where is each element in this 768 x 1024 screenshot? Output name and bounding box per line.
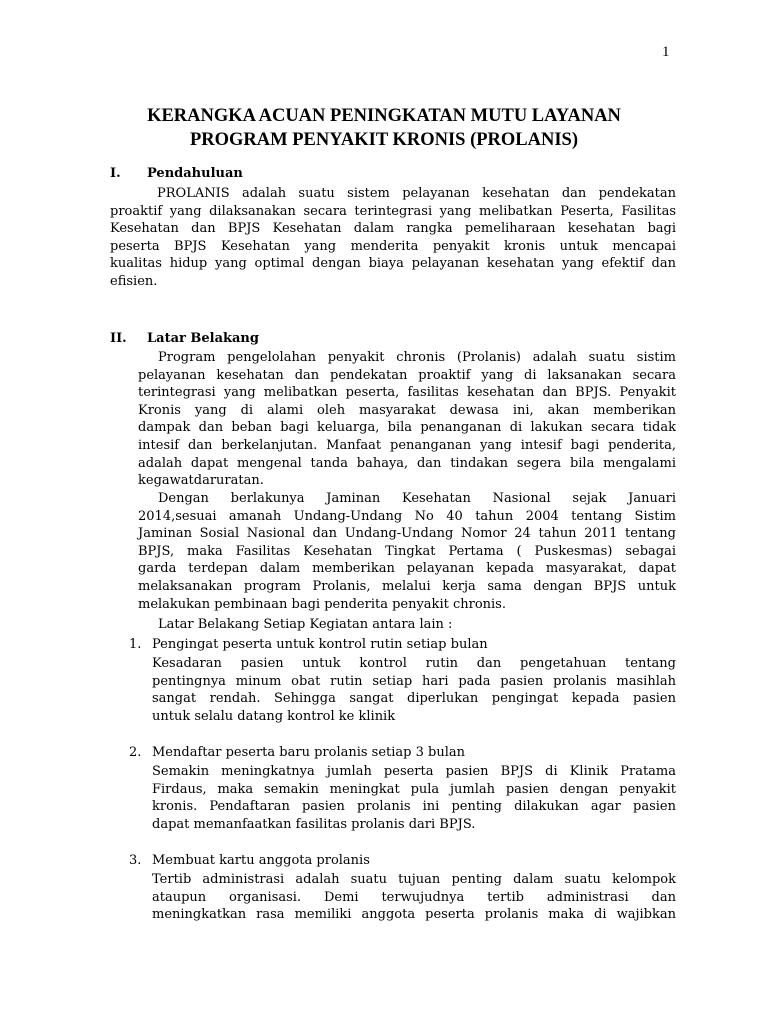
paragraph-line: pentingnya minum obat rutin setiap hari pada pasien prolanis masihlah [152, 673, 676, 689]
paragraph-line: proaktif yang dilaksanakan secara terintegrasi yang melibatkan Peserta, Fasilitas [110, 203, 676, 219]
paragraph-line: adalah dapat mengenal tanda bahaya, dan tindakan segera bila mengalami [138, 455, 676, 471]
page-number: 1 [662, 44, 670, 60]
section-heading-pendahuluan [110, 166, 243, 181]
paragraph-line: peserta BPJS Kesehatan yang menderita penyakit kronis untuk mencapai [110, 238, 676, 254]
list-item-number: 2. [129, 745, 142, 760]
paragraph-line: BPJS, maka Fasilitas Kesehatan Tingkat Pertama ( Puskesmas) sebagai [138, 543, 676, 559]
section-number: II. [110, 331, 127, 346]
title-line-2: PROGRAM PENYAKIT KRONIS (PROLANIS) [189, 130, 579, 150]
paragraph-line: melaksanakan program Prolanis, melalui kerja sama dengan BPJS untuk [138, 578, 676, 594]
list-item-title: Membuat kartu anggota prolanis [152, 853, 370, 868]
paragraph-line: Program pengelolahan penyakit chronis (Prolanis) adalah suatu sistim [158, 350, 676, 365]
latar-belakang-paragraph-1 [138, 349, 676, 490]
list-item-title: Pengingat peserta untuk kontrol rutin setiap bulan [152, 637, 488, 652]
section-number: I. [110, 166, 121, 181]
list-item-body [152, 655, 676, 725]
list-item-body [152, 763, 676, 833]
paragraph-line: Kronis yang di alami oleh masyarakat dewasa ini, akan memberikan [138, 402, 676, 418]
paragraph-line: garda terdepan dalam memberikan pelayanan kepada masyarakat, dapat [138, 561, 676, 577]
paragraph-line: ataupun organisasi. Demi terwujudnya tertib administrasi dan [152, 889, 676, 905]
section-heading-latar-belakang [110, 331, 259, 346]
paragraph-line: Latar Belakang Setiap Kegiatan antara lain : [158, 617, 453, 632]
paragraph-line: kronis. Pendaftaran pasien prolanis ini penting dilakukan agar pasien [152, 799, 676, 815]
paragraph-line: dampak dan beban bagi keluarga, bila penanganan di lakukan secara tidak [138, 420, 676, 436]
paragraph-line: PROLANIS adalah suatu sistem pelayanan kesehatan dan pendekatan [157, 186, 676, 201]
list-item-number: 1. [129, 637, 142, 652]
document-title [0, 104, 768, 152]
paragraph-line: Kesehatan dan BPJS Kesehatan dalam rangka pemeliharaan kesehatan bagi [110, 221, 676, 237]
paragraph-line: efisien. [110, 273, 158, 289]
paragraph-line: dapat memanfaatkan fasilitas prolanis dari BPJS. [152, 816, 476, 832]
paragraph-line: Dengan berlakunya Jaminan Kesehatan Nasional sejak Januari [158, 491, 676, 506]
paragraph-line: Jaminan Sosial Nasional dan Undang-Undang Nomor 24 tahun 2011 tentang [138, 526, 676, 542]
paragraph-line: untuk selalu datang kontrol ke klinik [152, 708, 396, 724]
paragraph-line: terintegrasi yang melibatkan peserta, fasilitas kesehatan dan BPJS. Penyakit [138, 385, 676, 401]
paragraph-line: Kesadaran pasien untuk kontrol rutin dan pengetahuan tentang [152, 656, 676, 671]
latar-belakang-paragraph-3 [158, 616, 676, 634]
paragraph-line: kualitas hidup yang optimal dengan biaya pelayanan kesehatan yang efektif dan [110, 256, 676, 272]
paragraph-line: intesif dan berkelanjutan. Manfaat penanganan yang intesif bagi penderita, [138, 437, 676, 453]
section-title: Pendahuluan [147, 166, 243, 181]
section-title: Latar Belakang [147, 331, 259, 346]
list-item-number: 3. [129, 853, 142, 868]
title-line-1: KERANGKA ACUAN PENINGKATAN MUTU LAYANAN [147, 106, 621, 126]
paragraph-line: Firdaus, maka semakin meningkat pula jumlah pasien dengan penyakit [152, 781, 676, 797]
paragraph-line: Semakin meningkatnya jumlah peserta pasien BPJS di Klinik Pratama [152, 764, 676, 779]
latar-belakang-paragraph-2 [138, 490, 676, 613]
list-item-body [152, 871, 676, 924]
list-item-title: Mendaftar peserta baru prolanis setiap 3 bulan [152, 745, 466, 760]
paragraph-line: pelayanan kesehatan dan pendekatan proaktif yang di laksanakan secara [138, 367, 676, 383]
pendahuluan-paragraph [110, 185, 676, 291]
paragraph-line: kegawatdaruratan. [138, 473, 264, 489]
paragraph-line: 2014,sesuai amanah Undang-Undang No 40 tahun 2004 tentang Sistim [138, 508, 676, 524]
paragraph-line: meningkatkan rasa memiliki anggota peserta prolanis maka di wajibkan [152, 907, 676, 923]
paragraph-line: Tertib administrasi adalah suatu tujuan penting dalam suatu kelompok [152, 872, 676, 887]
paragraph-line: melakukan pembinaan bagi penderita penyakit chronis. [138, 596, 506, 612]
paragraph-line: sangat rendah. Sehingga sangat diperlukan pengingat kepada pasien [152, 691, 676, 707]
